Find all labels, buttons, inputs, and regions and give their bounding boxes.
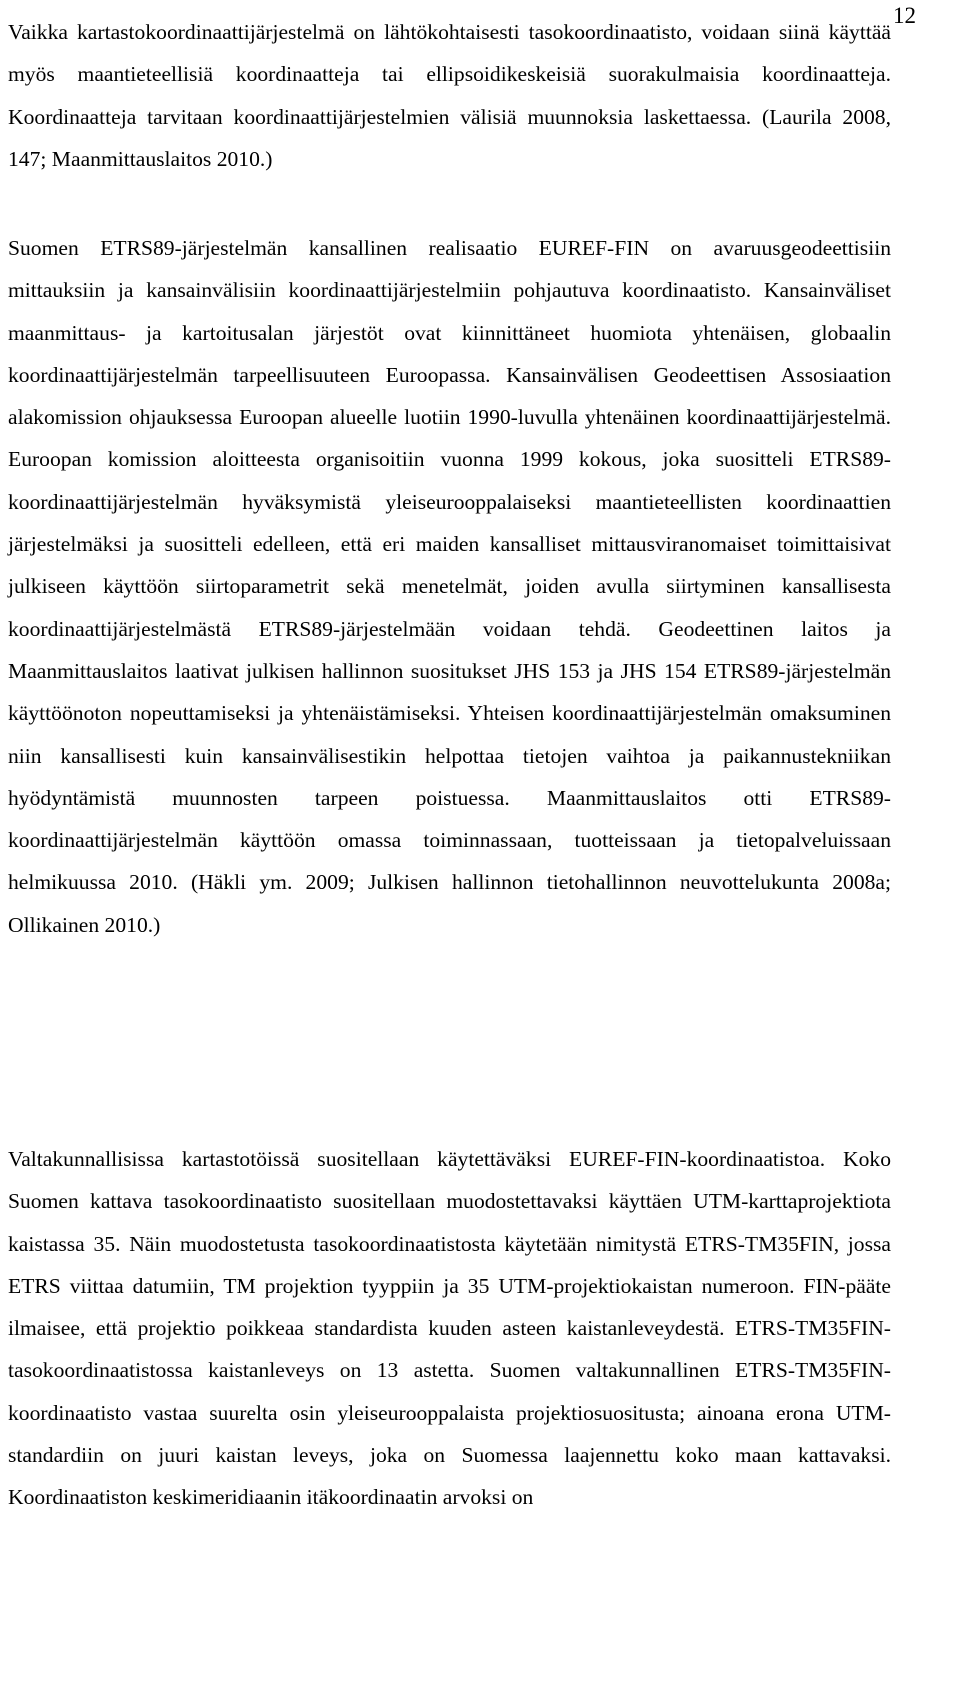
paragraph-euref-fin: Suomen ETRS89-järjestelmän kansallinen realisaatio EUREF-FIN on avaruusgeodeettisiin mittauksiin ja kansainvälisiin koordinaattijärjestelmiin pohjautuva koordinaatisto. Kansainväliset maanmittaus- ja kartoitusalan järjestöt ovat kiinnittäneet huomiota yhtenäisen, globaalin koordinaattijärjestelmän tarpeellisuuteen Euroopassa. Kansainvälisen Geodeettisen Assosiaation alakomission ohjauksessa Euroopan alueelle luotiin 1990-luvulla yhtenäinen koordinaattijärjestelmä. Euroopan komission aloitteesta organisoitiin vuonna 1999 kokous, joka suositteli ETRS89-koordinaattijärjestelmän hyväksymistä yleiseurooppalaiseksi maantieteellisten koordinaattien järjestelmäksi ja suositteli edelleen, että eri maiden kansalliset mittausviranomaiset toimittaisivat julkiseen käyttöön siirtoparametrit sekä menetelmät, joiden avulla siirtyminen kansallisesta koordinaattijärjestelmästä ETRS89-järjestelmään voidaan tehdä. Geodeettinen laitos ja Maanmittauslaitos laativat julkisen hallinnon suositukset JHS 153 ja JHS 154 ETRS89-järjestelmän käyttöönoton nopeuttamiseksi ja yhtenäistämiseksi. Yhteisen koordinaattijärjestelmän omaksuminen niin kansallisesti kuin kansainvälisestikin helpottaa tietojen vaihtoa ja paikannustekniikan hyödyntämistä muunnosten tarpeen poistuessa. Maanmittauslaitos otti ETRS89-koordinaattijärjestelmän käyttöön omassa toiminnassaan, tuotteissaan ja tietopalveluissaan helmikuussa 2010. (Häkli ym. 2009; Julkisen hallinnon tietohallinnon neuvottelukunta 2008a; Ollikainen 2010.): [8, 236, 891, 937]
page-number: 12: [893, 3, 916, 28]
paragraph-etrs-tm35fin: Valtakunnallisissa kartastotöissä suositellaan käytettäväksi EUREF-FIN-koordinaatistoa. Koko Suomen kattava tasokoordinaatisto suositellaan muodostettavaksi käyttäen UTM-karttaprojektiota kaistassa 35. Näin muodostetusta tasokoordinaatistosta käytetään nimitystä ETRS-TM35FIN, jossa ETRS viittaa datumiin, TM projektion tyyppiin ja 35 UTM-projektiokaistan numeroon. FIN-pääte ilmaisee, että projektio poikkeaa standardista kuuden asteen kaistanleveydestä. ETRS-TM35FIN-tasokoordinaatistossa kaistanleveys on 13 astetta. Suomen valtakunnallinen ETRS-TM35FIN-koordinaatisto vastaa suurelta osin yleiseurooppalaista projektiosuositusta; ainoana erona UTM-standardiin on juuri kaistan leveys, joka on Suomessa laajennettu koko maan kattavaksi. Koordinaatiston keskimeridiaanin itäkoordinaatin arvoksi on: [8, 1147, 891, 1510]
paragraph-coordinate-systems: Vaikka kartastokoordinaattijärjestelmä on lähtökohtaisesti tasokoordinaatisto, voidaan siinä käyttää myös maantieteellisiä koordinaatteja tai ellipsoidikeskeisiä suorakulmaisia koordinaatteja. Koordinaatteja tarvitaan koordinaattijärjestelmien välisiä muunnoksia laskettaessa. (Laurila 2008, 147; Maanmittauslaitos 2010.): [8, 20, 891, 171]
